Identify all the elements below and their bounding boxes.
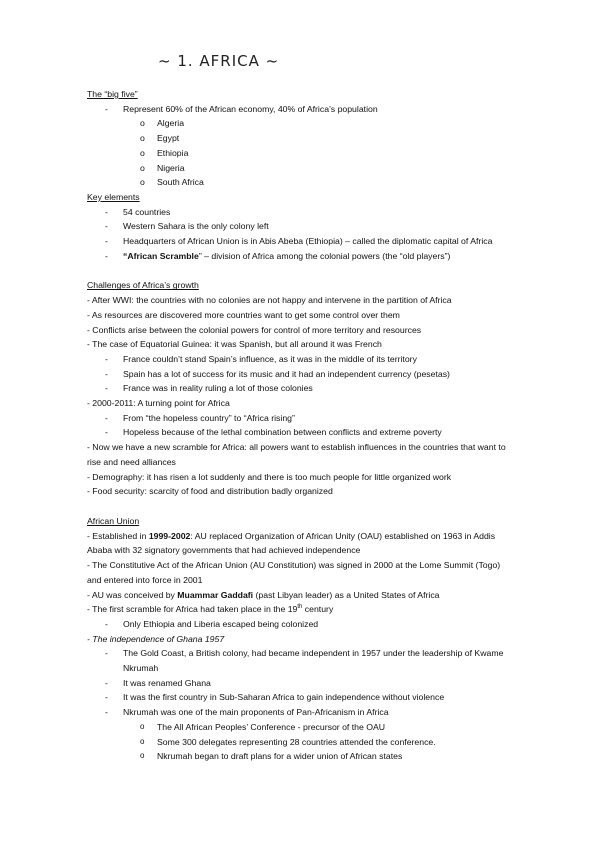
challenge-line: - 2000-2011: A turning point for Africa [87, 398, 230, 409]
challenge-line: - After WWI: the countries with no colonies are not happy and intervene in the partition of Africa [87, 295, 452, 306]
key-element-item: - Headquarters of African Union is in Abis Abeba (Ethiopia) – called the diplomatic capital of Africa [105, 236, 493, 247]
notes-content [87, 87, 517, 764]
pan-africanism-item: o Nkrumah began to draft plans for a wider union of African states [140, 751, 403, 762]
challenge-line: - The case of Equatorial Guinea: it was Spanish, but all around it was French [87, 339, 382, 350]
challenge-line: - Demography: it has risen a lot suddenly and there is too much people for little organized work [87, 471, 452, 482]
african-union-heading: African Union [87, 515, 140, 526]
turning-point-item: - Hopeless because of the lethal combination between conflicts and extreme poverty [105, 427, 442, 438]
key-element-item: - 54 countries [105, 206, 171, 217]
pan-africanism-item: o Some 300 delegates representing 28 countries attended the conference. [140, 736, 436, 747]
country-item: o Egypt [140, 133, 180, 144]
guinea-item: - France was in reality ruling a lot of those colonies [105, 383, 313, 394]
challenge-line: - Food security: scarcity of food and distribution badly organized [87, 486, 333, 497]
first-scramble-line: - The first scramble for Africa had taken place in the 19th century [87, 604, 334, 615]
key-element-item: - “African Scramble” – division of Africa among the colonial powers (the “old players”) [105, 250, 451, 261]
title-text: ~ 1. AFRICA ~ [158, 52, 280, 70]
turning-point-item: - From “the hopeless country” to “Africa rising” [105, 412, 295, 423]
au-constitutive-line: - The Constitutive Act of the African Union (AU Constitution) was signed in 2000 at the Lome Summit (Togo) and entered into force in 2001 [87, 560, 501, 585]
country-item: o Nigeria [140, 162, 185, 173]
country-item: o Ethiopia [140, 147, 189, 158]
challenge-line: - Conflicts arise between the colonial powers for control of more territory and resources [87, 324, 422, 335]
ghana-item: - It was the first country in Sub-Saharan Africa to gain independence without violence [105, 692, 445, 703]
ghana-item: - The Gold Coast, a British colony, had became independent in 1957 under the leadership of Kwame Nkrumah [105, 648, 504, 674]
handwritten-title [158, 48, 308, 76]
challenge-line: - Now we have a new scramble for Africa: all powers want to establish influences in the countries that want to rise and need alliances [87, 442, 506, 467]
big-five-heading: The “big five” [87, 89, 138, 99]
key-element-item: - Western Sahara is the only colony left [105, 221, 269, 232]
pan-africanism-item: o The All African Peoples’ Conference - precursor of the OAU [140, 721, 386, 732]
ghana-item: - Nkrumah was one of the main proponents of Pan-Africanism in Africa [105, 707, 389, 718]
country-item: o South Africa [140, 177, 204, 188]
guinea-item: - Spain has a lot of success for its music and it had an independent currency (pesetas) [105, 368, 450, 379]
ghana-item: - It was renamed Ghana [105, 677, 211, 688]
country-item: o Algeria [140, 118, 185, 129]
ghana-heading: - The independence of Ghana 1957 [87, 633, 225, 644]
challenges-heading: Challenges of Africa’s growth [87, 280, 199, 291]
au-conceived-line: - AU was conceived by Muammar Gaddafi (past Libyan leader) as a United States of Africa [87, 589, 440, 600]
colonized-item: - Only Ethiopia and Liberia escaped being colonized [105, 618, 319, 629]
key-elements-heading: Key elements [87, 191, 140, 202]
au-established-line: - Established in 1999-2002: AU replaced Organization of African Unity (OAU) established on 1963 in Addis Ababa with 32 signatory governments that had achieved independence [87, 530, 496, 556]
challenge-line: - As resources are discovered more countries want to get some control over them [87, 309, 400, 320]
big-five-summary: - Represent 60% of the African economy, 40% of Africa’s population [105, 103, 378, 114]
guinea-item: - France couldn’t stand Spain’s influence, as it was in the middle of its territory [105, 353, 417, 364]
